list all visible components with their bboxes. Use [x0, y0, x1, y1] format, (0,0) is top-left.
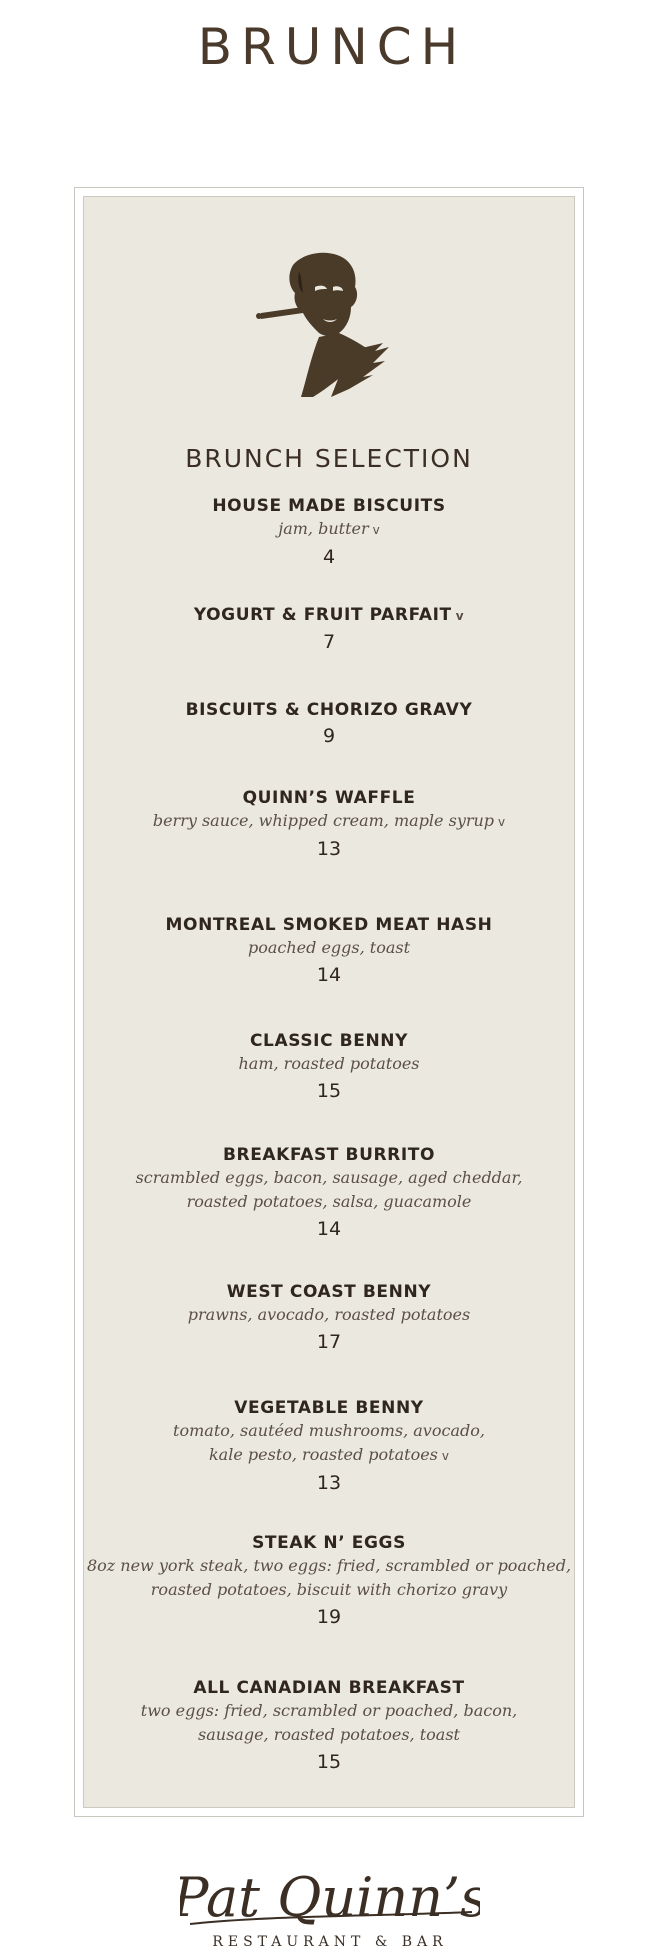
- item-description: jam, butter v: [278, 519, 380, 538]
- item-name: YOGURT & FRUIT PARFAIT v: [193, 605, 465, 625]
- item-price: 7: [322, 631, 336, 653]
- item-name: BREAKFAST BURRITO: [222, 1145, 436, 1165]
- item-name: ALL CANADIAN BREAKFAST: [193, 1678, 465, 1698]
- menu-item: [84, 1030, 574, 1104]
- logo-script: Pat Quinn’s: [180, 1866, 480, 1929]
- menu-frame: [74, 187, 584, 1817]
- item-name: WEST COAST BENNY: [226, 1282, 432, 1302]
- item-description: scrambled eggs, bacon, sausage, aged cheddar,: [135, 1168, 523, 1187]
- vegetarian-mark: v: [498, 815, 506, 829]
- item-description: two eggs: fried, scrambled or poached, bacon,: [140, 1701, 518, 1720]
- item-price: 9: [322, 725, 336, 747]
- item-price: 17: [316, 1331, 342, 1353]
- menu-item: [84, 1144, 574, 1242]
- menu-item: [84, 604, 574, 655]
- item-price: 15: [316, 1751, 342, 1773]
- item-description: ham, roasted potatoes: [238, 1054, 420, 1073]
- item-price: 14: [316, 1218, 342, 1240]
- menu-item: [84, 1532, 574, 1630]
- item-description: prawns, avocado, roasted potatoes: [187, 1305, 471, 1324]
- menu-item: [84, 787, 574, 862]
- item-name: MONTREAL SMOKED MEAT HASH: [165, 915, 493, 935]
- menu-card: [83, 196, 575, 1808]
- item-description: roasted potatoes, biscuit with chorizo gravy: [150, 1580, 508, 1599]
- menu-item: [84, 699, 574, 749]
- item-description: roasted potatoes, salsa, guacamole: [186, 1192, 472, 1211]
- item-price: 4: [322, 546, 336, 568]
- menu-item: [84, 1397, 574, 1496]
- vegetarian-mark: v: [455, 609, 465, 623]
- menu-item: [84, 1281, 574, 1355]
- item-price: 15: [316, 1080, 342, 1102]
- menu-item: [84, 495, 574, 570]
- menu-item: [84, 914, 574, 988]
- item-description: berry sauce, whipped cream, maple syrup v: [152, 811, 506, 830]
- item-name: VEGETABLE BENNY: [234, 1398, 424, 1418]
- item-description: kale pesto, roasted potatoes v: [208, 1445, 449, 1464]
- vegetarian-mark: v: [372, 523, 380, 537]
- item-price: 19: [316, 1606, 342, 1628]
- item-description: 8oz new york steak, two eggs: fried, scrambled or poached,: [86, 1556, 572, 1575]
- item-name: HOUSE MADE BISCUITS: [212, 496, 446, 516]
- restaurant-logo: [180, 1858, 480, 1953]
- item-description: sausage, roasted potatoes, toast: [198, 1725, 460, 1744]
- page-title: BRUNCH: [197, 18, 468, 76]
- menu-item: [84, 1677, 574, 1775]
- item-description: tomato, sautéed mushrooms, avocado,: [173, 1421, 485, 1440]
- item-price: 13: [316, 1472, 342, 1494]
- script-signature-icon: [180, 1858, 480, 1936]
- item-price: 13: [316, 838, 342, 860]
- vegetarian-mark: v: [441, 1449, 449, 1463]
- logo-subtitle: RESTAURANT & BAR: [212, 1934, 448, 1950]
- item-name: CLASSIC BENNY: [249, 1031, 409, 1051]
- item-price: 14: [316, 964, 342, 986]
- item-name: BISCUITS & CHORIZO GRAVY: [185, 700, 473, 720]
- item-name: STEAK N’ EGGS: [252, 1533, 406, 1553]
- item-description: poached eggs, toast: [247, 938, 411, 957]
- portrait-illustration-icon: [253, 247, 393, 397]
- item-name: QUINN’S WAFFLE: [242, 788, 416, 808]
- section-title: BRUNCH SELECTION: [185, 444, 473, 473]
